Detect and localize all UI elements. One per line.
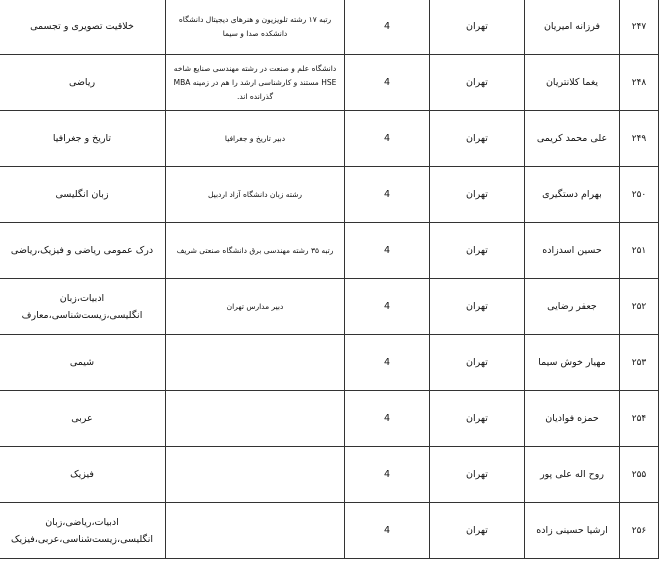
- city-cell: تهران: [430, 167, 525, 223]
- subjects-cell: شیمی: [0, 335, 166, 391]
- row-number-cell: ۲۵۰: [620, 167, 659, 223]
- rating-cell: 4: [345, 167, 430, 223]
- tutor-name-cell: بهرام دستگیری: [525, 167, 620, 223]
- row-number-cell: ۲۵۶: [620, 503, 659, 559]
- row-number-cell: ۲۴۸: [620, 55, 659, 111]
- rating-cell: 4: [345, 391, 430, 447]
- table-row: [0, 55, 659, 111]
- tutor-name-cell: یغما کلانتریان: [525, 55, 620, 111]
- table-row: [0, 111, 659, 167]
- description-cell: دبیر تاریخ و جغرافیا: [166, 111, 345, 167]
- table-row: [0, 391, 659, 447]
- description-cell: [166, 391, 345, 447]
- tutor-name-cell: علی محمد کریمی: [525, 111, 620, 167]
- city-cell: تهران: [430, 503, 525, 559]
- subjects-cell: تاریخ و جغرافیا: [0, 111, 166, 167]
- description-cell: دبیر مدارس تهران: [166, 279, 345, 335]
- tutor-name-cell: حسین اسدزاده: [525, 223, 620, 279]
- row-number-cell: ۲۵۴: [620, 391, 659, 447]
- table-row: [0, 335, 659, 391]
- tutor-name-cell: حمزه فوادیان: [525, 391, 620, 447]
- row-number-cell: ۲۵۱: [620, 223, 659, 279]
- city-cell: تهران: [430, 447, 525, 503]
- subjects-cell: درک عمومی ریاضی و فیزیک،ریاضی: [0, 223, 166, 279]
- row-number-cell: ۲۴۷: [620, 0, 659, 55]
- subjects-cell: خلاقیت تصویری و تجسمی: [0, 0, 166, 55]
- table-row: [0, 0, 659, 55]
- city-cell: تهران: [430, 0, 525, 55]
- tutor-name-cell: ارشیا حسینی زاده: [525, 503, 620, 559]
- row-number-cell: ۲۵۲: [620, 279, 659, 335]
- rating-cell: 4: [345, 335, 430, 391]
- rating-cell: 4: [345, 223, 430, 279]
- rating-cell: 4: [345, 503, 430, 559]
- description-cell: رتبه ۳۵ رشته مهندسی برق دانشگاه صنعتی شریف: [166, 223, 345, 279]
- table-row: [0, 167, 659, 223]
- description-cell: رشته زبان دانشگاه آزاد اردبیل: [166, 167, 345, 223]
- table-row: [0, 279, 659, 335]
- table-row: [0, 447, 659, 503]
- subjects-cell: ادبیات،ریاضی،زبان انگلیسی،زیست‌شناسی،عربی،فیزیک: [0, 503, 166, 559]
- subjects-cell: ریاضی: [0, 55, 166, 111]
- subjects-cell: ادبیات،زبان انگلیسی،زیست‌شناسی،معارف: [0, 279, 166, 335]
- city-cell: تهران: [430, 279, 525, 335]
- city-cell: تهران: [430, 55, 525, 111]
- rating-cell: 4: [345, 111, 430, 167]
- city-cell: تهران: [430, 391, 525, 447]
- rating-cell: 4: [345, 0, 430, 55]
- rating-cell: 4: [345, 279, 430, 335]
- description-cell: دانشگاه علم و صنعت در رشته مهندسی صنایع شاخه HSE مستند و کارشناسی ارشد را هم در زمینه MBA گذرانده اند.: [166, 55, 345, 111]
- description-cell: [166, 335, 345, 391]
- rating-cell: 4: [345, 447, 430, 503]
- tutor-name-cell: جعفر رضایی: [525, 279, 620, 335]
- tutor-name-cell: مهیار خوش سیما: [525, 335, 620, 391]
- description-cell: رتبه ۱۷ رشته تلویزیون و هنرهای دیجیتال دانشگاه دانشکده صدا و سیما: [166, 0, 345, 55]
- subjects-cell: زبان انگلیسی: [0, 167, 166, 223]
- tutor-name-cell: فرزانه امیریان: [525, 0, 620, 55]
- row-number-cell: ۲۵۵: [620, 447, 659, 503]
- city-cell: تهران: [430, 111, 525, 167]
- rating-cell: 4: [345, 55, 430, 111]
- row-number-cell: ۲۵۳: [620, 335, 659, 391]
- row-number-cell: ۲۴۹: [620, 111, 659, 167]
- subjects-cell: عربی: [0, 391, 166, 447]
- city-cell: تهران: [430, 335, 525, 391]
- city-cell: تهران: [430, 223, 525, 279]
- description-cell: [166, 503, 345, 559]
- subjects-cell: فیزیک: [0, 447, 166, 503]
- table-row: [0, 223, 659, 279]
- tutor-name-cell: روح اله علی پور: [525, 447, 620, 503]
- table-row: [0, 503, 659, 559]
- description-cell: [166, 447, 345, 503]
